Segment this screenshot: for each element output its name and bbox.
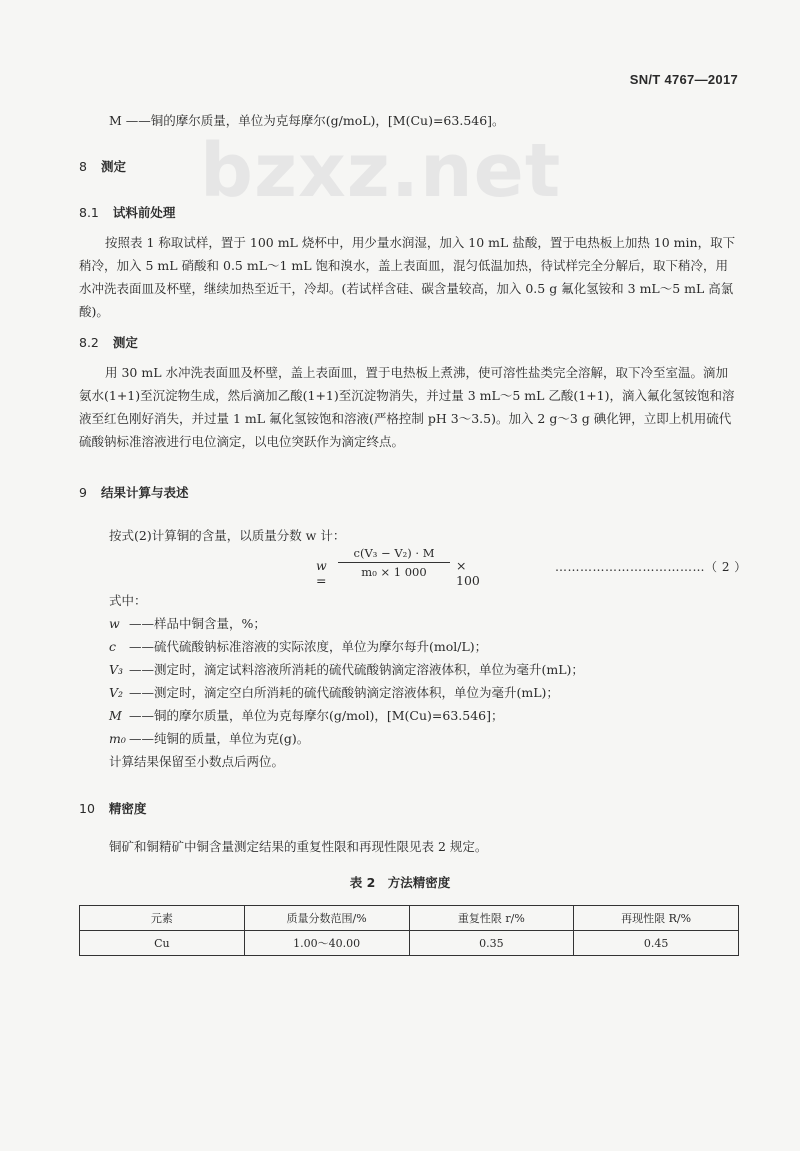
section-10-heading bbox=[79, 799, 146, 817]
table-row bbox=[80, 931, 739, 956]
section-number: 8 bbox=[79, 159, 87, 174]
section-number: 8.2 bbox=[79, 335, 99, 350]
variable-row bbox=[109, 614, 266, 632]
table-header-cell: 质量分数范围/% bbox=[244, 906, 409, 931]
formula-rhs: × 100 bbox=[456, 558, 480, 588]
variable-symbol: c bbox=[109, 639, 117, 654]
table-cell: 0.35 bbox=[409, 931, 574, 956]
formula-lhs: w = bbox=[316, 558, 327, 588]
variable-description: ——测定时，滴定试料溶液所消耗的硫代硫酸钠滴定溶液体积，单位为毫升(mL)； bbox=[129, 662, 584, 677]
section-title: 测定 bbox=[100, 159, 126, 174]
section-9-heading bbox=[79, 483, 188, 501]
variable-row bbox=[109, 706, 503, 724]
section-8-heading bbox=[79, 157, 126, 175]
section-title: 测定 bbox=[112, 335, 138, 350]
variable-description: ——测定时，滴定空白所消耗的硫代硫酸钠滴定溶液体积，单位为毫升(mL)； bbox=[129, 685, 559, 700]
variable-symbol: m₀ bbox=[109, 731, 126, 746]
section-title: 精密度 bbox=[108, 801, 147, 816]
section-title: 结果计算与表述 bbox=[100, 485, 189, 500]
formula-numerator: c(V₃ − V₂) · M bbox=[338, 546, 450, 563]
standard-code: SN/T 4767—2017 bbox=[629, 72, 738, 87]
variable-description: ——纯铜的质量，单位为克(g)。 bbox=[129, 731, 310, 746]
formula-intro: 按式(2)计算铜的含量，以质量分数 w 计： bbox=[109, 528, 346, 543]
variable-description: ——铜的摩尔质量，单位为克每摩尔(g/mol)，[M(Cu)=63.546]； bbox=[129, 708, 504, 723]
section-10-body: 铜矿和铜精矿中铜含量测定结果的重复性限和再现性限见表 2 规定。 bbox=[109, 839, 488, 854]
table-header-cell: 再现性限 R/% bbox=[574, 906, 739, 931]
variable-description: ——样品中铜含量，%； bbox=[129, 616, 266, 631]
formula-denominator: m₀ × 1 000 bbox=[361, 565, 427, 579]
variable-symbol: V₃ bbox=[109, 662, 124, 677]
section-number: 10 bbox=[79, 801, 95, 816]
section-8-2-heading bbox=[79, 333, 138, 351]
variable-symbol: V₂ bbox=[109, 685, 124, 700]
section-8-1-body: 按照表 1 称取试样，置于 100 mL 烧杯中，用少量水润湿，加入 10 mL 盐酸，置于电热板上加热 10 min，取下稍冷，加入 5 mL 硝酸和 0.5 mL～1 mL 饱和溴水，盖上表面皿，混匀低温加热，待试样完全分解后，取下稍冷，用水冲洗表面皿及杯壁，继续加热至近干，冷却。(若试样含硅、碳含量较高，加入 0.5 g 氟化氢铵和 3 mL～5 mL 高氯酸)。 bbox=[79, 235, 736, 319]
section-8-2-body: 用 30 mL 水冲洗表面皿及杯壁，盖上表面皿，置于电热板上煮沸，使可溶性盐类完全溶解，取下冷至室温。滴加氨水(1+1)至沉淀物生成，然后滴加乙酸(1+1)至沉淀物消失，并过量 3 mL～5 mL 乙酸(1+1)，滴入氟化氢铵饱和溶液至红色刚好消失，并过量 1 mL 氟化氢铵饱和溶液(严格控制 pH 3～3.5)。加入 2 g～3 g 碘化钾，立即上机用硫代硫酸钠标准溶液进行电位滴定，以电位突跃作为滴定终点。 bbox=[79, 365, 735, 449]
section-number: 9 bbox=[79, 485, 87, 500]
variable-description: ——硫代硫酸钠标准溶液的实际浓度，单位为摩尔每升(mol/L)； bbox=[129, 639, 488, 654]
variable-row bbox=[109, 729, 309, 747]
equation-number: ………………………………（ 2 ） bbox=[555, 560, 747, 574]
section-title: 试料前处理 bbox=[112, 205, 176, 220]
variable-symbol: w bbox=[109, 616, 120, 631]
variable-row bbox=[109, 660, 584, 678]
variable-row bbox=[109, 637, 487, 655]
rounding-note: 计算结果保留至小数点后两位。 bbox=[109, 754, 285, 769]
prev-variable-line: M ——铜的摩尔质量，单位为克每摩尔(g/moL)，[M(Cu)=63.546]。 bbox=[109, 113, 505, 128]
table-cell: 1.00～40.00 bbox=[244, 931, 409, 956]
variable-symbol: M bbox=[109, 708, 122, 723]
table-cell: 0.45 bbox=[574, 931, 739, 956]
where-label: 式中： bbox=[109, 593, 147, 608]
table-cell: Cu bbox=[80, 931, 245, 956]
variable-row bbox=[109, 683, 559, 701]
formula-fraction bbox=[338, 546, 450, 579]
watermark: bzxz.net bbox=[200, 128, 562, 214]
table-header-cell: 重复性限 r/% bbox=[409, 906, 574, 931]
precision-table bbox=[79, 905, 739, 956]
table-header-cell: 元素 bbox=[80, 906, 245, 931]
section-number: 8.1 bbox=[79, 205, 99, 220]
table-header-row bbox=[80, 906, 739, 931]
table-2-caption: 表 2 方法精密度 bbox=[349, 875, 451, 890]
section-8-1-heading bbox=[79, 203, 175, 221]
